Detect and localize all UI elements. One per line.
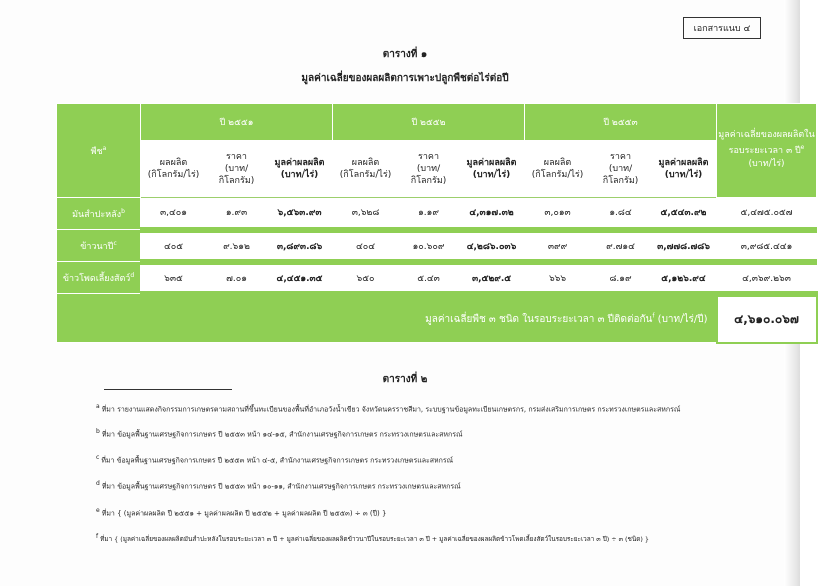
value-cell: ๕,๑๒๖.๙๔ <box>651 262 717 294</box>
value-cell: ๔,๓๑๗.๓๒ <box>459 198 525 230</box>
total-label: มูลค่าเฉลี่ยพืช ๓ ชนิด ในรอบระยะเวลา ๓ ปีติดต่อกัน$^f$ (บาท/ไร่/ปี) <box>57 294 717 343</box>
price-subheader: ราคา (บาท/ กิโลกรัม) <box>591 141 651 198</box>
table2-title: ตารางที่ ๒ <box>382 374 428 385</box>
value-cell: ๔,๒๘๖.๐๓๖ <box>459 230 525 262</box>
price-cell: ๑.๑๙ <box>399 198 459 230</box>
avg-cell: ๔,๓๖๙.๒๖๓ <box>717 262 817 294</box>
crop-name-rice: ข้าวนาปี$^c$ <box>57 230 141 262</box>
price-cell: ๙.๖๑๒ <box>207 230 267 262</box>
yield-cell: ๖๕๐ <box>333 262 399 294</box>
table-row <box>57 198 817 230</box>
footnote-item: a ที่มา รายงานแสดงกิจกรรมการเกษตรตามสถานที่ขึ้นทะเบียนของพื้นที่อำเภอวังน้ำเขียว จังหวัดนครราชสีมา, ระบบฐานข้อมูลทะเบียนเกษตรกร, กรมส่งเสริมการเกษตร กระทรวงเกษตรและสหกรณ์ <box>96 403 681 414</box>
yield-cell: ๔๐๕ <box>141 230 207 262</box>
yield-cell: ๓๙๙ <box>525 230 591 262</box>
yield-cell: ๓,๔๐๑ <box>141 198 207 230</box>
price-cell: ๗.๐๑ <box>207 262 267 294</box>
year-header-2552: ปี ๒๕๕๒ <box>333 104 525 141</box>
yield-cell: ๓,๐๑๓ <box>525 198 591 230</box>
price-cell: ๙.๗๑๔ <box>591 230 651 262</box>
value-subheader: มูลค่าผลผลิต (บาท/ไร่) <box>651 141 717 198</box>
value-subheader: มูลค่าผลผลิต (บาท/ไร่) <box>267 141 333 198</box>
yield-cell: ๓,๖๒๘ <box>333 198 399 230</box>
footnote-item: b ที่มา ข้อมูลพื้นฐานเศรษฐกิจการเกษตร ปี ๒๕๕๓ หน้า ๑๔-๑๕, สำนักงานเศรษฐกิจการเกษตร กระทรวงเกษตรและสหกรณ์ <box>96 428 463 439</box>
price-subheader: ราคา (บาท/ กิโลกรัม) <box>399 141 459 198</box>
footnote-item: f ที่มา { (มูลค่าเฉลี่ยของผลผลิตมันสำปะหลังในรอบระยะเวลา ๓ ปี + มูลค่าเฉลี่ยของผลผลิตข้าวนาปีในรอบระยะเวลา ๓ ปี + มูลค่าเฉลี่ยของผลผลิตข้าวโพดเลี้ยงสัตว์ในรอบระยะเวลา ๓ ปี) ÷ ๓ (ชนิด) } <box>96 533 649 544</box>
yield-cell: ๔๐๔ <box>333 230 399 262</box>
price-cell: ๘.๑๙ <box>591 262 651 294</box>
year-header-2553: ปี ๒๕๕๓ <box>525 104 717 141</box>
subheader-row <box>57 141 817 198</box>
total-value: ๔,๖๑๐.๐๖๗ <box>717 294 817 343</box>
price-cell: ๑๐.๖๐๙ <box>399 230 459 262</box>
value-cell: ๓,๕๒๙.๕ <box>459 262 525 294</box>
value-cell: ๕,๕๔๓.๙๒ <box>651 198 717 230</box>
footnote-item: d ที่มา ข้อมูลพื้นฐานเศรษฐกิจการเกษตร ปี ๒๕๕๓ หน้า ๑๐-๑๑, สำนักงานเศรษฐกิจการเกษตร กระทรวงเกษตรและสหกรณ์ <box>96 480 461 491</box>
value-subheader: มูลค่าผลผลิต (บาท/ไร่) <box>459 141 525 198</box>
crop-name-maize: ข้าวโพดเลี้ยงสัตว์$^d$ <box>57 262 141 294</box>
value-cell: ๓,๗๗๘.๗๘๖ <box>651 230 717 262</box>
price-cell: ๕.๔๓ <box>399 262 459 294</box>
value-cell: ๖,๕๖๓.๙๓ <box>267 198 333 230</box>
yield-subheader: ผลผลิต (กิโลกรัม/ไร่) <box>141 141 207 198</box>
footnote-item: c ที่มา ข้อมูลพื้นฐานเศรษฐกิจการเกษตร ปี ๒๕๕๓ หน้า ๔-๕, สำนักงานเศรษฐกิจการเกษตร กระทรวงเกษตรและสหกรณ์ <box>96 454 454 465</box>
table1-subtitle: มูลค่าเฉลี่ยของผลผลิตการเพาะปลูกพืชต่อไร่ต่อปี <box>301 73 509 84</box>
yield-subheader: ผลผลิต (กิโลกรัม/ไร่) <box>333 141 399 198</box>
total-row <box>57 294 817 343</box>
crop-header: พืช$^a$ <box>57 104 141 198</box>
table-row <box>57 262 817 294</box>
yield-subheader: ผลผลิต (กิโลกรัม/ไร่) <box>525 141 591 198</box>
avg-cell: ๕,๔๗๕.๐๕๗ <box>717 198 817 230</box>
crop-name-cassava: มันสำปะหลัง$^b$ <box>57 198 141 230</box>
avg-header: มูลค่าเฉลี่ยของผลผลิตในรอบระยะเวลา ๓ ปี$^e$ (บาท/ไร่) <box>717 104 817 198</box>
crop-value-table <box>56 103 818 344</box>
attachment-label: เอกสารแนบ ๔ <box>683 17 761 39</box>
price-cell: ๑.๙๓ <box>207 198 267 230</box>
yield-cell: ๖๓๕ <box>141 262 207 294</box>
footnote-item: e ที่มา { (มูลค่าผลผลิต ปี ๒๕๕๑ + มูลค่าผลผลิต ปี ๒๕๕๒ + มูลค่าผลผลิต ปี ๒๕๕๓) ÷ ๓ (ปี) } <box>96 507 387 518</box>
footnote-divider <box>104 389 232 390</box>
value-cell: ๔,๔๕๑.๓๕ <box>267 262 333 294</box>
year-header-2551: ปี ๒๕๕๑ <box>141 104 333 141</box>
yield-cell: ๖๖๖ <box>525 262 591 294</box>
value-cell: ๓,๘๙๓.๘๖ <box>267 230 333 262</box>
table-row <box>57 230 817 262</box>
price-subheader: ราคา (บาท/ กิโลกรัม) <box>207 141 267 198</box>
table1-title: ตารางที่ ๑ <box>382 49 428 60</box>
avg-cell: ๓,๙๘๕.๔๔๑ <box>717 230 817 262</box>
price-cell: ๑.๘๔ <box>591 198 651 230</box>
